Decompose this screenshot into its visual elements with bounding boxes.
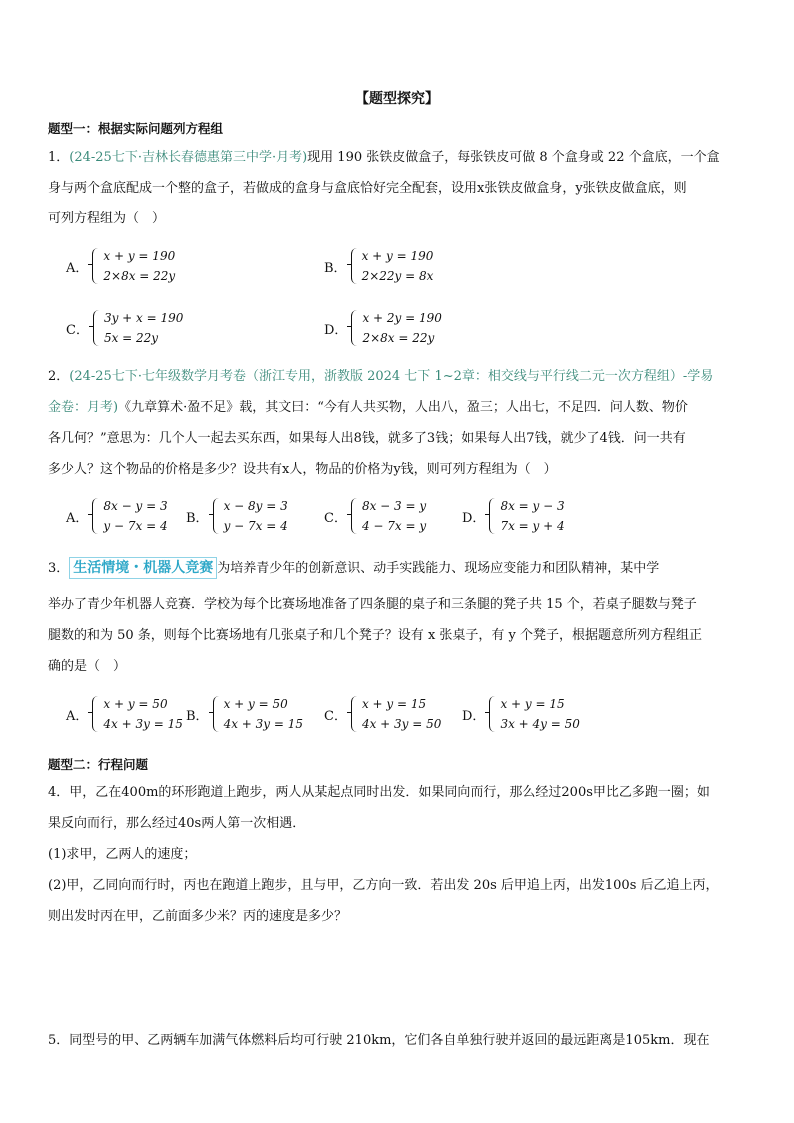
equation: 8x = y − 3 [500,499,565,513]
option-a[interactable] [66,694,183,734]
equation-system [500,496,564,536]
option-label: D． [462,510,486,526]
question-2-line-3: 各几何？”意思为：几个人一起去买东西，如果每人出8钱，就多了3钱；如果每人出7钱，就少了4钱．问一共有 [48,431,686,446]
equation-system [362,246,434,286]
equation: 4x + 3y = 15 [223,717,304,731]
question-5-line-1: 5．同型号的甲、乙两辆车加满气体燃料后均可行驶 210km，它们各自单独行驶并返回的最远距离是105km．现在 [48,1033,710,1048]
question-number: 1． [48,150,70,165]
equation: 8x − y = 3 [103,499,168,513]
page-title: 【题型探究】 [355,91,439,107]
option-label: B． [186,510,209,526]
question-4-line-4: (2)甲，乙同向而行时，丙也在跑道上跑步，且与甲，乙方向一致．若出发 20s 后甲追上丙，出发100s 后乙追上丙， [48,878,719,893]
brace-icon [489,498,496,534]
option-label: C． [324,510,347,526]
equation: 7x = y + 4 [500,519,565,533]
question-4-line-3: (1)求甲，乙两人的速度； [48,847,197,862]
question-source: (24-25七下·吉林长春德惠第三中学·月考) [69,150,308,165]
option-label: D． [324,322,348,338]
question-1-line-1 [48,145,748,171]
option-label: B． [186,708,209,724]
equation-system [224,496,288,536]
equation: y − 7x = 4 [223,519,288,533]
equation: 4x + 3y = 15 [103,717,183,731]
question-3-line-1 [48,556,748,582]
equation: x + y = 15 [500,697,565,711]
question-2-line-2 [48,395,748,421]
question-2-line-4: 多少人？这个物品的价格是多少？设共有x人，物品的价格为y钱，则可列方程组为（ ） [48,462,557,477]
brace-icon [351,248,358,284]
equation: x + y = 50 [223,697,288,711]
question-1-line-3: 可列方程组为（ ） [48,211,166,226]
option-b[interactable] [186,694,303,734]
equation-system [224,694,303,734]
option-label: C． [66,322,89,338]
equation: x + y = 50 [103,697,168,711]
equation: 4 − 7x = y [361,519,427,533]
equation-system [362,308,441,348]
question-2-line-1 [48,364,748,390]
option-c[interactable] [324,694,441,734]
equation: x + y = 15 [361,697,427,711]
option-b[interactable] [186,496,288,536]
option-b[interactable] [324,246,433,286]
equation: x + y = 190 [361,249,434,263]
option-label: B． [324,260,347,276]
brace-icon [213,696,220,732]
equation-system [103,246,175,286]
question-number: 3． [48,561,70,576]
option-d[interactable] [462,496,565,536]
option-c[interactable] [66,308,183,348]
option-label: A． [66,260,89,276]
equation: 3x + 4y = 50 [500,717,580,731]
question-text: 为培养青少年的创新意识、动手实践能力、现场应变能力和团队精神，某中学 [217,561,660,576]
option-d[interactable] [462,694,580,734]
brace-icon [489,696,496,732]
question-source: (24-25七下·七年级数学月考卷（浙江专用，浙教版 2024 七下 1~2章：相交线与平行线二元一次方程组）-学易 [69,369,714,384]
question-3-line-2: 举办了青少年机器人竞赛．学校为每个比赛场地准备了四条腿的桌子和三条腿的凳子共 15 个，若桌子腿数与凳子 [48,597,697,612]
brace-icon [351,310,358,346]
option-a[interactable] [66,496,168,536]
equation: x + y = 190 [103,249,176,263]
context-tag: 生活情境・机器人竞赛 [69,557,217,579]
option-a[interactable] [66,246,175,286]
equation-system [362,496,426,536]
section-heading-2: 题型二：行程问题 [48,757,149,772]
equation: x + 2y = 190 [362,311,442,325]
equation: x − 8y = 3 [223,499,288,513]
question-source-cont: 金卷：月考) [48,400,119,415]
section-heading-1: 题型一：根据实际问题列方程组 [48,121,224,136]
option-label: D． [462,708,486,724]
brace-icon [93,310,100,346]
option-d[interactable] [324,308,442,348]
option-label: C． [324,708,347,724]
equation: 2×8x = 22y [362,331,435,345]
equation: 8x − 3 = y [361,499,427,513]
equation: y − 7x = 4 [103,519,168,533]
question-text: 《九章算术·盈不足》载，其文曰：“今有人共买物，人出八，盈三；人出七，不足四．问人数、物价 [118,400,688,415]
equation-system [103,496,167,536]
brace-icon [92,696,99,732]
question-1-line-2: 身与两个盒底配成一个整的盒子，若做成的盒身与盒底恰好完全配套，设用x张铁皮做盒身，y张铁皮做盒底，则 [48,181,687,196]
question-3-line-3: 腿数的和为 50 条，则每个比赛场地有几张桌子和几个凳子？设有 x 张桌子，有 y 个凳子，根据题意所列方程组正 [48,628,703,643]
question-text: 现用 190 张铁皮做盒子，每张铁皮可做 8 个盒身或 22 个盒底，一个盒 [307,150,720,165]
option-c[interactable] [324,496,426,536]
brace-icon [351,696,358,732]
equation: 5x = 22y [103,331,159,345]
option-label: A． [66,708,89,724]
equation-system [103,694,182,734]
equation-system [362,694,441,734]
equation: 2×22y = 8x [361,269,434,283]
equation-system [104,308,183,348]
equation-system [500,694,579,734]
brace-icon [351,498,358,534]
option-label: A． [66,510,89,526]
equation: 2×8x = 22y [103,269,176,283]
brace-icon [213,498,220,534]
question-3-line-4: 确的是（ ） [48,659,127,674]
equation: 3y + x = 190 [103,311,184,325]
equation: 4x + 3y = 50 [361,717,442,731]
brace-icon [92,248,99,284]
question-4-line-2: 果反向而行，那么经过40s两人第一次相遇． [48,816,306,831]
question-number: 2． [48,369,70,384]
brace-icon [92,498,99,534]
question-4-line-1: 4．甲，乙在400m的环形跑道上跑步，两人从某起点同时出发．如果同向而行，那么经过200s甲比乙多跑一圈；如 [48,785,710,800]
question-4-line-5: 则出发时丙在甲，乙前面多少米？丙的速度是多少？ [48,909,348,924]
